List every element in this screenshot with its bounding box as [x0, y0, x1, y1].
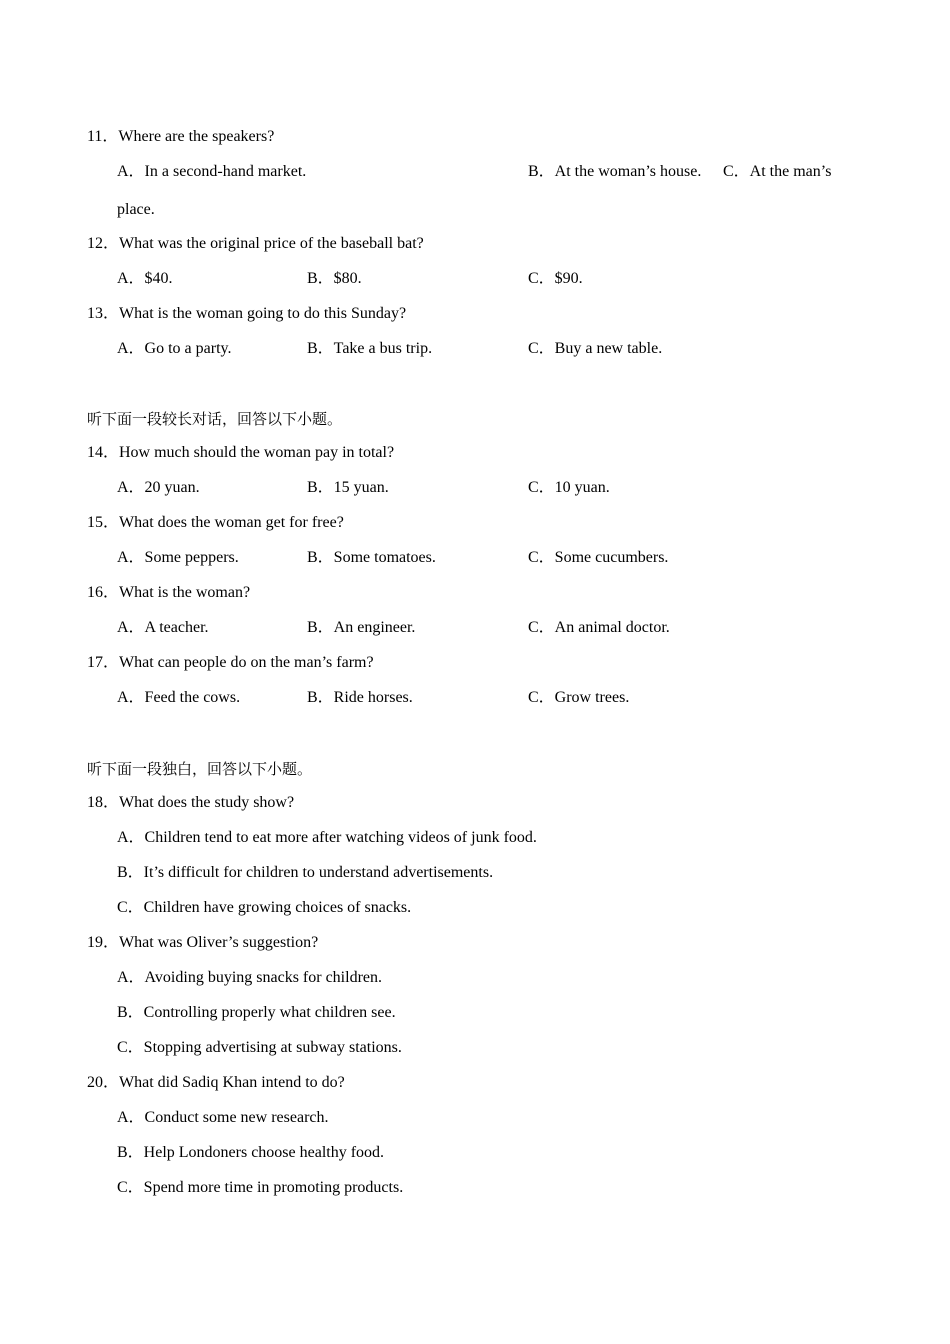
question-17: 17．What can people do on the man’s farm? — [87, 654, 374, 671]
q11-option-a: A．In a second-hand market. — [117, 163, 307, 180]
q12-option-a: A．$40. — [117, 270, 173, 287]
q11-option-c: C．At the man’s — [723, 163, 832, 180]
q12-option-c: C．$90. — [528, 270, 583, 287]
q18-option-c: C．Children have growing choices of snacks. — [117, 899, 412, 916]
q20-option-a: A．Conduct some new research. — [117, 1109, 329, 1126]
q13-option-c: C．Buy a new table. — [528, 340, 663, 357]
q14-option-c: C．10 yuan. — [528, 479, 610, 496]
q12-option-b: B．$80. — [307, 270, 362, 287]
q16-option-a: A．A teacher. — [117, 619, 209, 636]
q19-option-a: A．Avoiding buying snacks for children. — [117, 969, 382, 986]
q20-option-c: C．Spend more time in promoting products. — [117, 1179, 404, 1196]
question-20: 20．What did Sadiq Khan intend to do? — [87, 1074, 345, 1091]
q19-option-c: C．Stopping advertising at subway stations. — [117, 1039, 402, 1056]
question-16: 16．What is the woman? — [87, 584, 251, 601]
q17-option-b: B．Ride horses. — [307, 689, 413, 706]
q18-option-b: B．It’s difficult for children to understand advertisements. — [117, 864, 494, 881]
q13-option-a: A．Go to a party. — [117, 340, 232, 357]
q16-option-c: C．An animal doctor. — [528, 619, 670, 636]
q15-option-b: B．Some tomatoes. — [307, 549, 436, 566]
q16-option-b: B．An engineer. — [307, 619, 416, 636]
q11-option-c-continued: place. — [117, 201, 155, 218]
q20-option-b: B．Help Londoners choose healthy food. — [117, 1144, 385, 1161]
question-15: 15．What does the woman get for free? — [87, 514, 344, 531]
q14-option-b: B．15 yuan. — [307, 479, 389, 496]
section-heading-dialog: 听下面一段较长对话，回答以下小题。 — [87, 410, 343, 428]
q11-option-b: B．At the woman’s house. — [528, 163, 702, 180]
q15-option-a: A．Some peppers. — [117, 549, 239, 566]
q18-option-a: A．Children tend to eat more after watching videos of junk food. — [117, 829, 537, 846]
q19-option-b: B．Controlling properly what children see. — [117, 1004, 396, 1021]
question-11: 11．Where are the speakers? — [87, 128, 275, 145]
q17-option-a: A．Feed the cows. — [117, 689, 241, 706]
question-19: 19．What was Oliver’s suggestion? — [87, 934, 319, 951]
q14-option-a: A．20 yuan. — [117, 479, 200, 496]
section-heading-monologue: 听下面一段独白，回答以下小题。 — [87, 760, 313, 778]
question-18: 18．What does the study show? — [87, 794, 295, 811]
q15-option-c: C．Some cucumbers. — [528, 549, 669, 566]
question-13: 13．What is the woman going to do this Sunday? — [87, 305, 407, 322]
question-14: 14．How much should the woman pay in total? — [87, 444, 395, 461]
question-12: 12．What was the original price of the baseball bat? — [87, 235, 424, 252]
q17-option-c: C．Grow trees. — [528, 689, 630, 706]
q13-option-b: B．Take a bus trip. — [307, 340, 433, 357]
